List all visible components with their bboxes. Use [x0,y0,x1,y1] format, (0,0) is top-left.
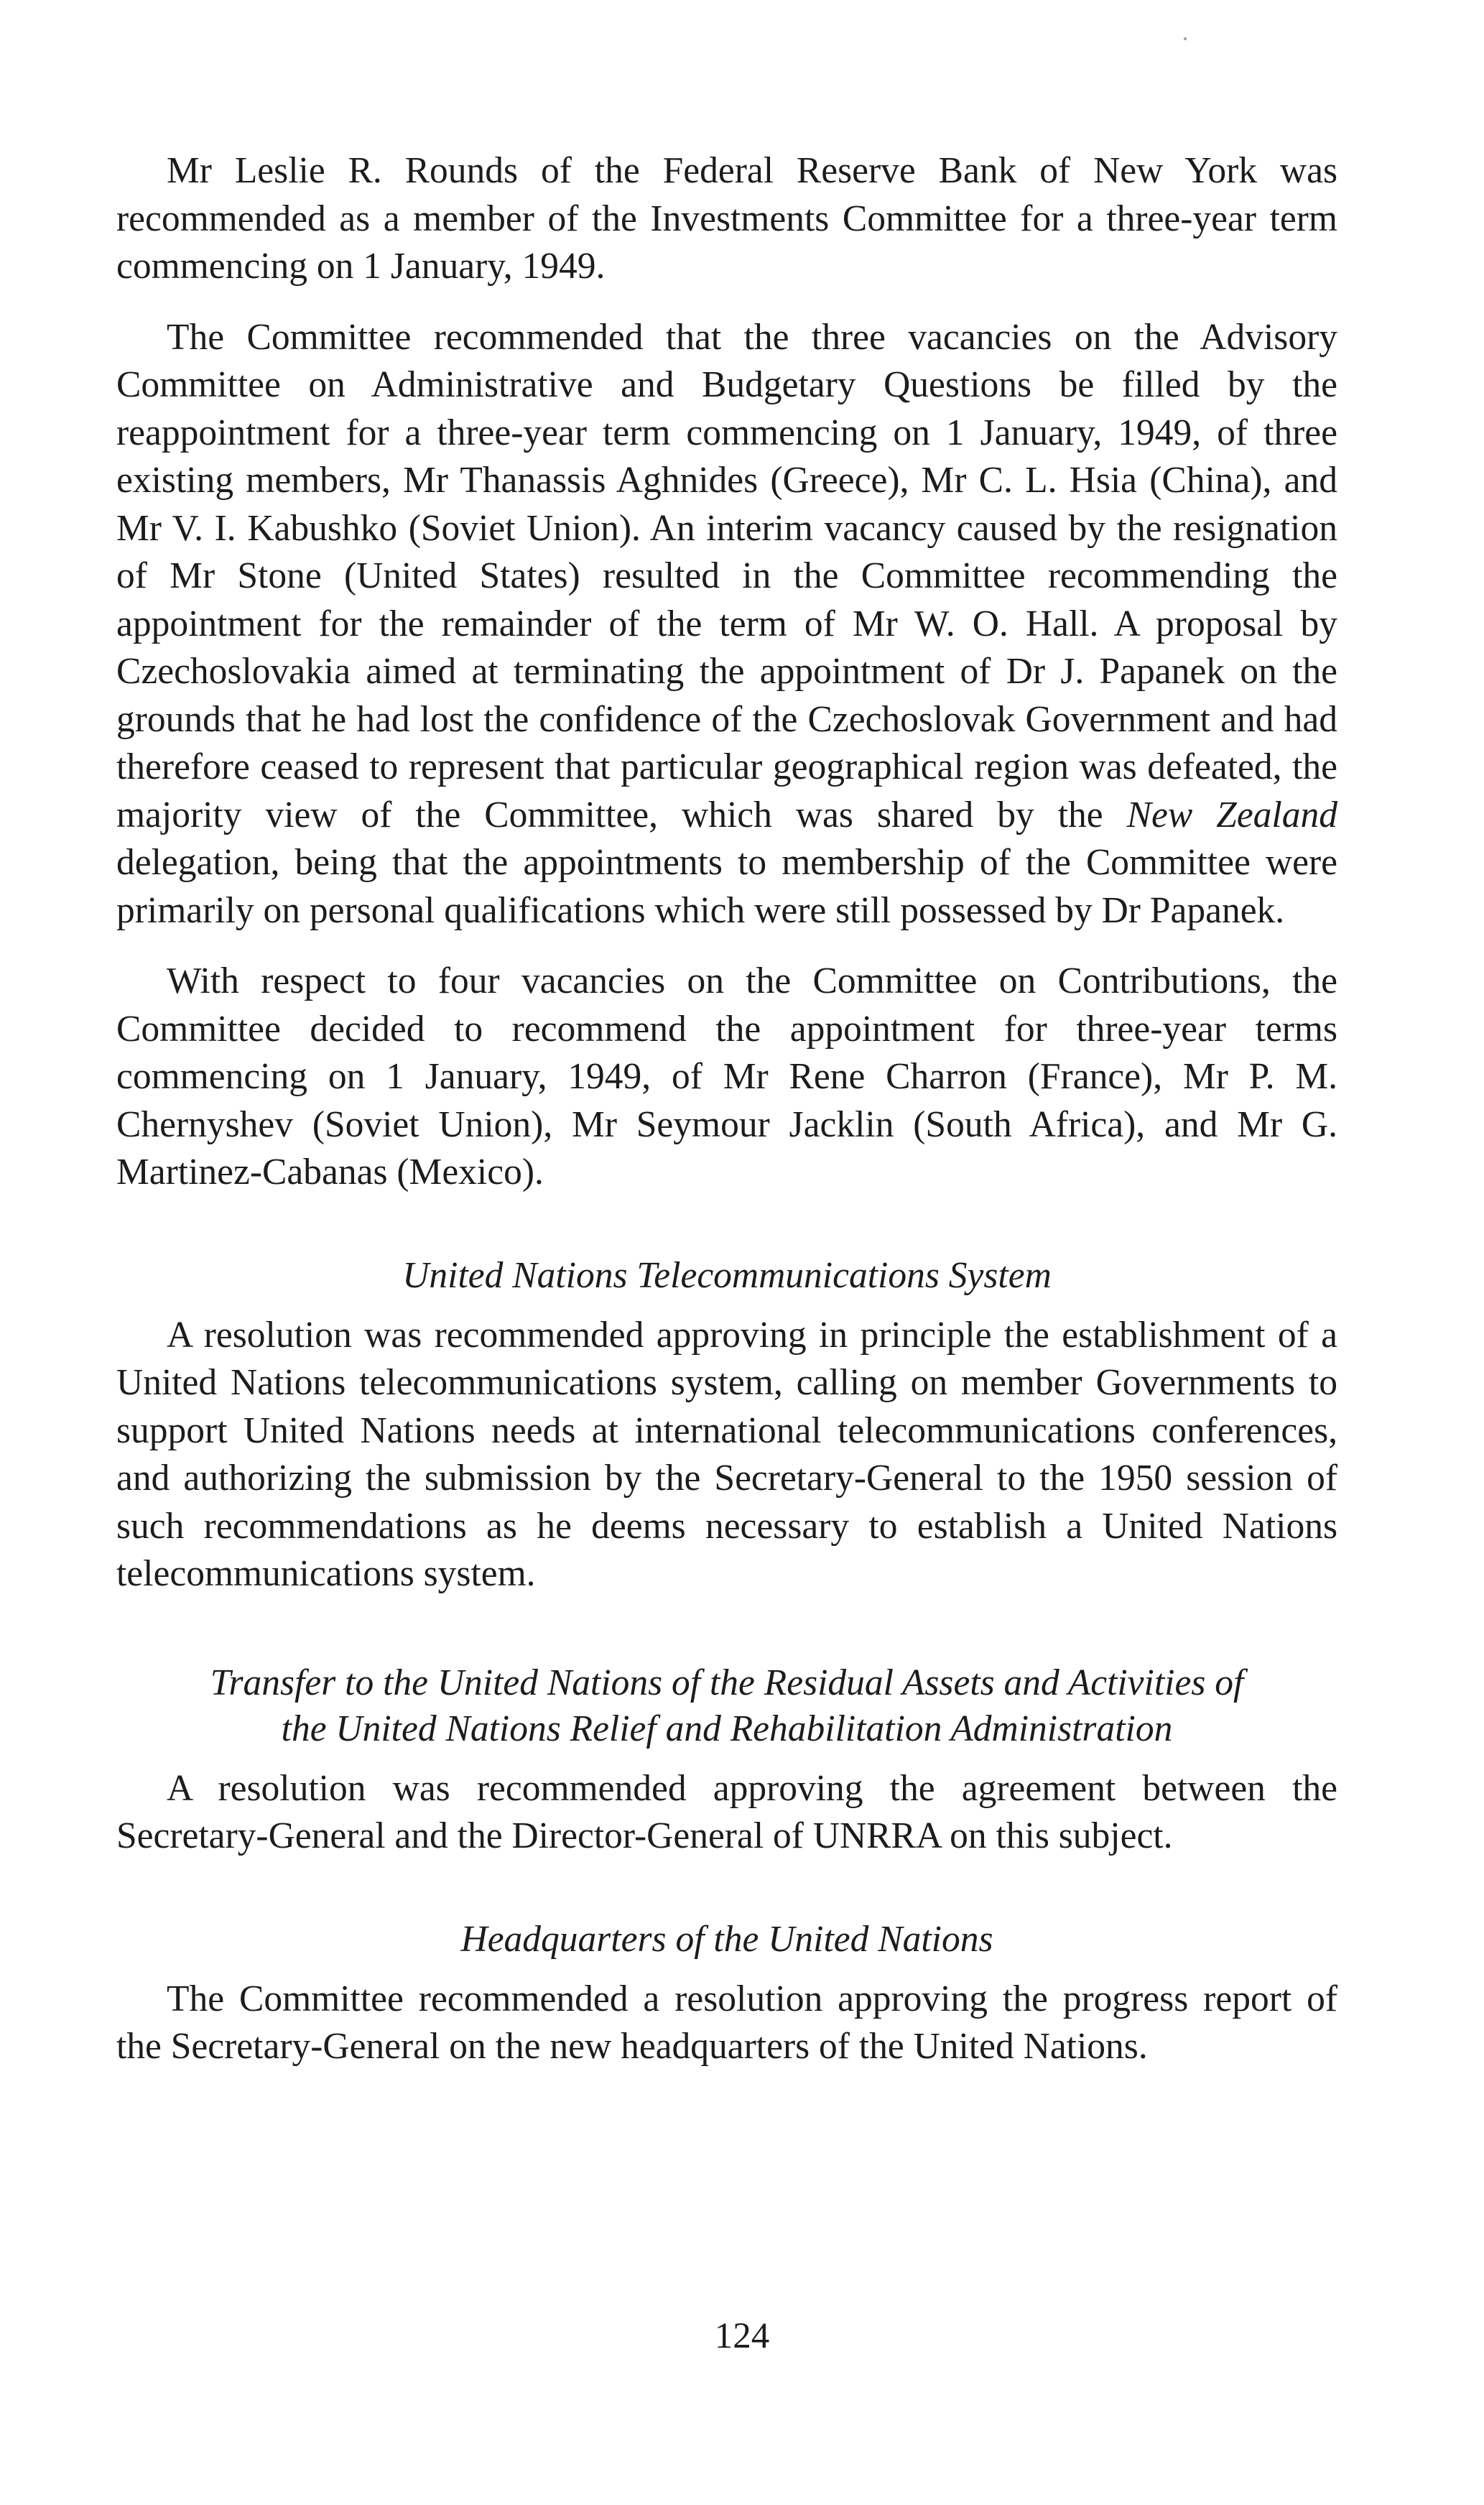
heading-headquarters: Headquarters of the United Nations [460,1918,993,1960]
paragraph-investments-committee: Mr Leslie R. Rounds of the Federal Reserve Bank of New York was recommended as a member of the Investments Committee for a three-year term commencing on 1 January, 1949. [116,150,1337,287]
page-number: 124 [714,2316,770,2356]
paragraph-advisory-committee-text-b: delegation, being that the appointments to membership of the Committee were primarily on personal qualifications which were still possessed by Dr Papanek. [116,842,1337,931]
heading-telecommunications: United Nations Telecommunications System [402,1254,1052,1296]
heading-unrra-transfer [116,1660,1337,1752]
paragraph-unrra-transfer: A resolution was recommended approving the agreement between the Secretary-General and the Director-General of UNRRA on this subject. [116,1767,1337,1856]
paragraph-headquarters: The Committee recommended a resolution approving the progress report of the Secretary-General on the new headquarters of the United Nations. [116,1978,1337,2067]
paragraph-advisory-committee-text-a: The Committee recommended that the three vacancies on the Advisory Committee on Administrative and Budgetary Questions be filled by the reappointment for a three-year term commencing on 1 January, 1949, of three existing members, Mr Thanassis Aghnides (Greece), Mr C. L. Hsia (China), and Mr V. I. Kabushko (Soviet Union). An interim vacancy caused by the resignation of Mr Stone (United States) resulted in the Committee recommending the appointment for the remainder of the term of Mr W. O. Hall. A proposal by Czechoslovakia aimed at terminating the appointment of Dr J. Papanek on the grounds that he had lost the confidence of the Czechoslovak Government and had therefore ceased to represent that particular geographical region was defeated, the majority view of the Committee, which was shared by the [116,316,1337,835]
heading-unrra-line-2: the United Nations Relief and Rehabilitation Administration [281,1708,1173,1749]
scan-speck [1184,37,1187,40]
heading-unrra-line-1: Transfer to the United Nations of the Residual Assets and Activities of [210,1662,1244,1703]
paragraph-telecommunications: A resolution was recommended approving in principle the establishment of a United Nations telecommunications system, calling on member Governments to support United Nations needs at international telecommunications conferences, and authorizing the submission by the Secretary-General to the 1950 session of such recommendations as he deems necessary to establish a United Nations telecommunications system. [116,1314,1337,1594]
paragraph-contributions-committee: With respect to four vacancies on the Committee on Contributions, the Committee decided to recommend the appointment for three-year terms commencing on 1 January, 1949, of Mr Rene Charron (France), Mr P. M. Chernyshev (Soviet Union), Mr Seymour Jacklin (South Africa), and Mr G. Martinez-Cabanas (Mexico). [116,960,1337,1193]
document-page [116,147,1337,2071]
new-zealand-italic: New Zealand [1126,794,1337,835]
paragraph-advisory-committee [116,314,1337,935]
